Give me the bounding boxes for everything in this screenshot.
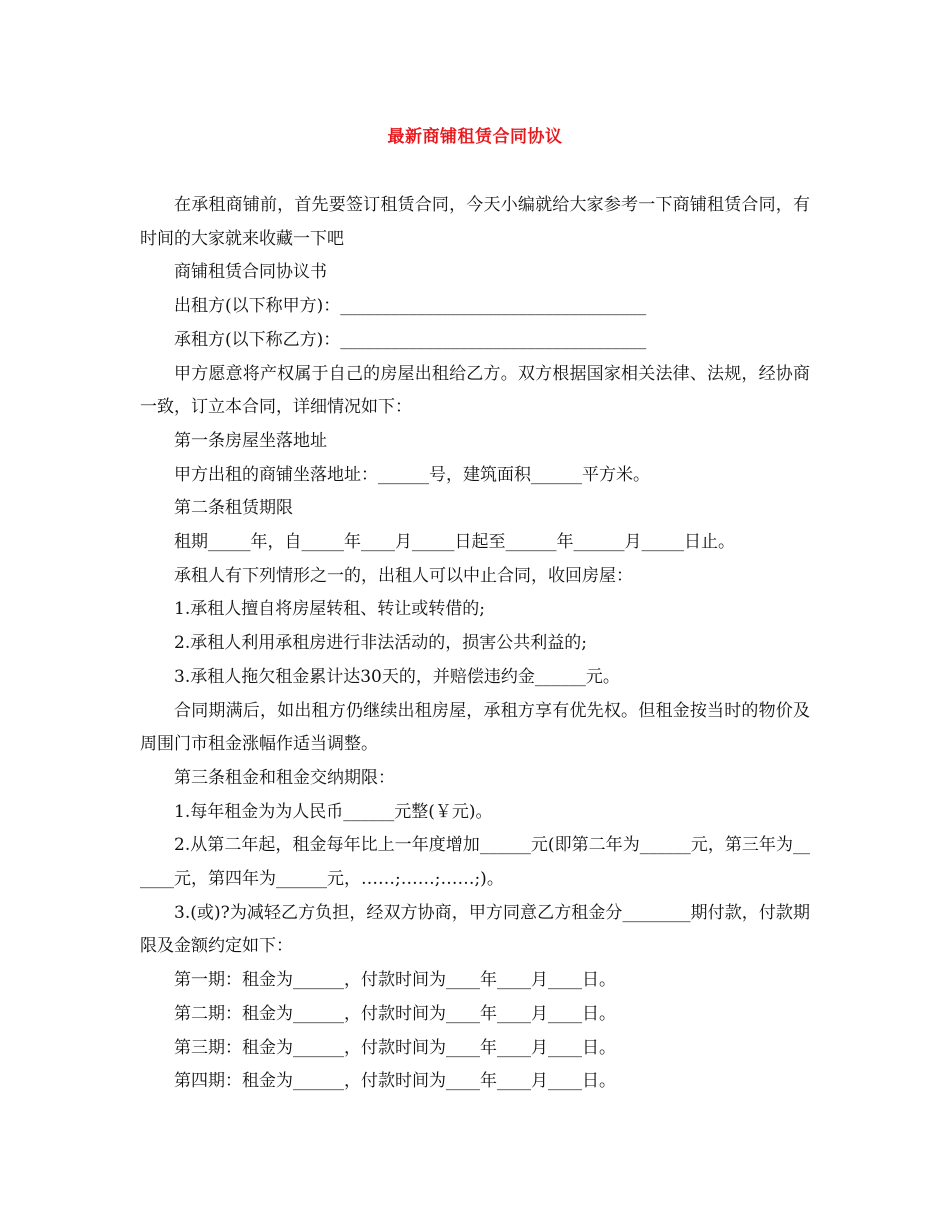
paragraph-article-2-heading: 第二条租赁期限 xyxy=(174,498,293,519)
paragraph-rent-1: 1.每年租金为为人民币______元整(￥元)。 xyxy=(174,801,493,822)
paragraph-condition-1: 1.承租人擅自将房屋转租、转让或转借的; xyxy=(174,599,485,620)
paragraph-lessee: 承租方(以下称乙方)：____________________________________ xyxy=(174,329,647,350)
paragraph-lessor: 出租方(以下称甲方)：____________________________________ xyxy=(174,296,647,317)
paragraph-intro: 在承租商铺前，首先要签订租赁合同，今天小编就给大家参考一下商铺租赁合同，有时间的大家就来收藏一下吧 xyxy=(140,195,810,249)
paragraph-installment-1: 第一期：租金为______，付款时间为____年____月____日。 xyxy=(174,970,616,991)
paragraph-termination-conditions: 承租人有下列情形之一的，出租人可以中止合同，收回房屋： xyxy=(174,565,633,586)
paragraph-preamble: 甲方愿意将产权属于自己的房屋出租给乙方。双方根据国家相关法律、法规，经协商一致，订立本合同，详细情况如下： xyxy=(140,363,810,418)
paragraph-lease-term: 租期_____年，自_____年____月_____日起至______年______月_____日止。 xyxy=(174,532,735,553)
paragraph-installment-4: 第四期：租金为______，付款时间为____年____月____日。 xyxy=(174,1071,616,1092)
paragraph-article-3-heading: 第三条租金和租金交纳期限： xyxy=(174,767,395,788)
paragraph-condition-2: 2.承租人利用承租房进行非法活动的，损害公共利益的; xyxy=(174,633,587,654)
document-title: 最新商铺租赁合同协议 xyxy=(387,127,563,147)
paragraph-rent-2: 2.从第二年起，租金每年比上一年度增加______元(即第二年为______元，第三年为______元，第四年为______元，……;……;……;)。 xyxy=(140,835,810,890)
paragraph-agreement-heading: 商铺租赁合同协议书 xyxy=(174,262,327,283)
paragraph-installment-3: 第三期：租金为______，付款时间为____年____月____日。 xyxy=(174,1037,616,1058)
paragraph-condition-3: 3.承租人拖欠租金累计达30天的，并赔偿违约金______元。 xyxy=(174,666,620,687)
paragraph-renewal: 合同期满后，如出租方仍继续出租房屋，承租方享有优先权。但租金按当时的物价及周围门市租金涨幅作适当调整。 xyxy=(140,700,810,755)
document-body xyxy=(140,189,810,1099)
paragraph-article-1-heading: 第一条房屋坐落地址 xyxy=(174,430,327,451)
paragraph-rent-3: 3.(或)?为减轻乙方负担，经双方协商，甲方同意乙方租金分________期付款，付款期限及金额约定如下： xyxy=(140,902,810,957)
paragraph-address: 甲方出租的商铺坐落地址：______号，建筑面积______平方米。 xyxy=(174,464,650,485)
paragraph-installment-2: 第二期：租金为______，付款时间为____年____月____日。 xyxy=(174,1003,616,1024)
